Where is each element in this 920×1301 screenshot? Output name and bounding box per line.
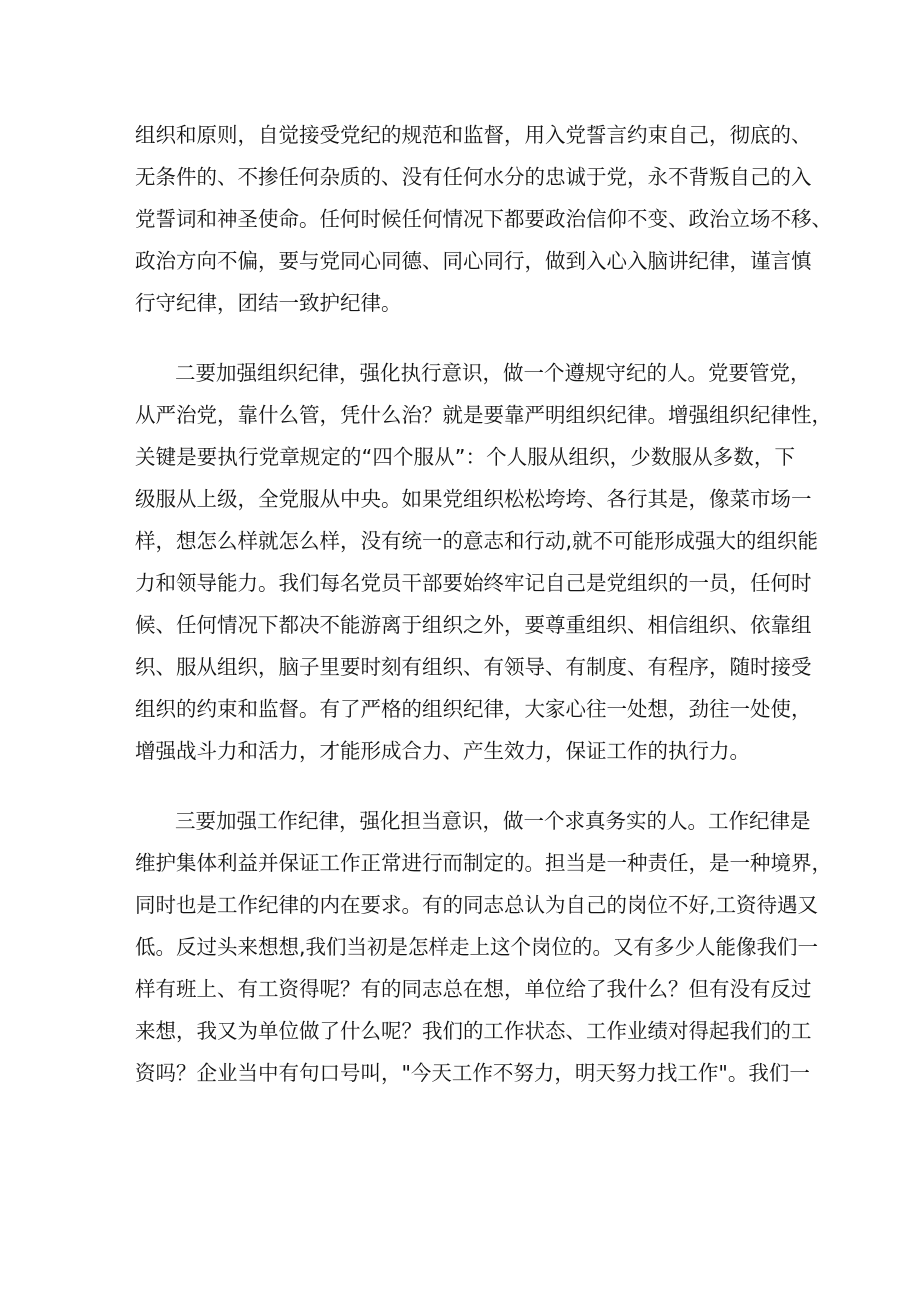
- text-line: 行守纪律，团结一致护纪律。: [135, 291, 402, 315]
- text-line: 力和领导能力。我们每名党员干部要始终牢记自己是党组织的一员，任何时: [135, 571, 812, 595]
- text-line: 无条件的、不掺任何杂质的、没有任何水分的忠诚于党，永不背叛自己的入: [135, 165, 812, 189]
- text-line: 从严治党，靠什么管，凭什么治？就是要靠严明组织纪律。增强组织纪律性，: [135, 403, 832, 427]
- text-line: 维护集体利益并保证工作正常进行而制定的。担当是一种责任，是一种境界，: [135, 851, 832, 875]
- text-line: 二要加强组织纪律，强化执行意识，做一个遵规守纪的人。党要管党，: [175, 361, 811, 385]
- text-line: 来想，我又为单位做了什么呢？我们的工作状态、工作业绩对得起我们的工: [135, 1019, 812, 1043]
- text-line: 组织的约束和监督。有了严格的组织纪律，大家心往一处想，劲往一处使，: [135, 697, 812, 721]
- text-line: 候、任何情况下都决不能游离于组织之外，要尊重组织、相信组织、依靠组: [135, 613, 812, 637]
- text-line: 织、服从组织，脑子里要时刻有组织、有领导、有制度、有程序，随时接受: [135, 655, 812, 679]
- text-line: 资吗？企业当中有句口号叫，"今天工作不努力，明天努力找工作"。我们一: [135, 1061, 810, 1085]
- text-line: 低。反过头来想想,我们当初是怎样走上这个岗位的。又有多少人能像我们一: [135, 935, 819, 959]
- text-line: 级服从上级，全党服从中央。如果党组织松松垮垮、各行其是，像菜市场一: [135, 487, 812, 511]
- text-line: 同时也是工作纪律的内在要求。有的同志总认为自己的岗位不好,工资待遇又: [135, 893, 819, 917]
- text-line: 样有班上、有工资得呢？有的同志总在想，单位给了我什么？但有没有反过: [135, 977, 812, 1001]
- text-line: 政治方向不偏，要与党同心同德、同心同行，做到入心入脑讲纪律，谨言慎: [135, 249, 812, 273]
- text-line: 增强战斗力和活力，才能形成合力、产生效力，保证工作的执行力。: [135, 739, 750, 763]
- text-line: 党誓词和神圣使命。任何时候任何情况下都要政治信仰不变、政治立场不移、: [135, 207, 832, 231]
- text-line: 关键是要执行党章规定的“四个服从”：个人服从组织，少数服从多数，下: [135, 445, 795, 469]
- text-line: 三要加强工作纪律，强化担当意识，做一个求真务实的人。工作纪律是: [175, 809, 811, 833]
- text-line: 样，想怎么样就怎么样，没有统一的意志和行动,就不可能形成强大的组织能: [135, 529, 819, 553]
- text-line: 组织和原则，自觉接受党纪的规范和监督，用入党誓言约束自己，彻底的、: [135, 123, 812, 147]
